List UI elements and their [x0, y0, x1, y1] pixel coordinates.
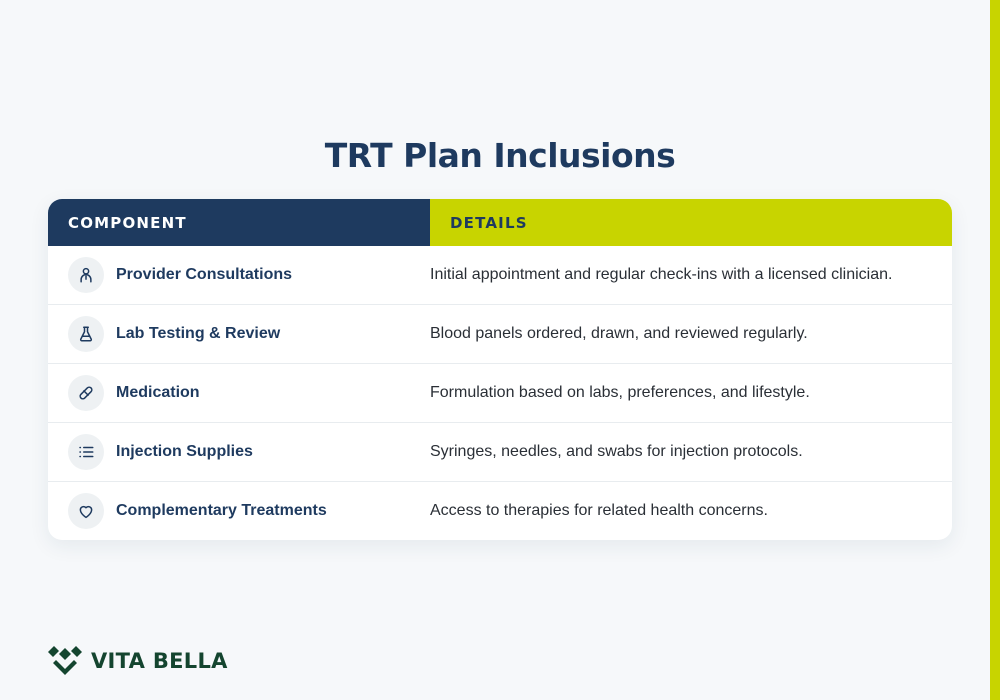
page-title: TRT Plan Inclusions: [324, 136, 676, 175]
details-cell: Syringes, needles, and swabs for injection protocols.: [430, 443, 803, 460]
component-cell: [48, 434, 410, 470]
list-icon: [68, 434, 104, 470]
user-icon: [68, 257, 104, 293]
component-name: Injection Supplies: [116, 443, 253, 460]
table-body: [48, 246, 952, 540]
brand-name: VITA BELLA: [91, 649, 228, 673]
table-header: [48, 199, 952, 246]
inclusions-table: [48, 199, 952, 540]
details-cell: Formulation based on labs, preferences, and lifestyle.: [430, 384, 810, 401]
details-cell: Initial appointment and regular check-ins with a licensed clinician.: [430, 266, 893, 283]
table-row: [48, 246, 952, 304]
component-cell: [48, 375, 410, 411]
component-name: Medication: [116, 384, 200, 401]
vita-bella-logo-icon: [48, 646, 82, 676]
column-header-component: COMPONENT: [48, 199, 430, 246]
brand-footer: [48, 646, 228, 676]
table-row: [48, 422, 952, 481]
table-row: [48, 363, 952, 422]
pill-icon: [68, 375, 104, 411]
component-cell: [48, 316, 410, 352]
component-name: Provider Consultations: [116, 266, 293, 283]
heart-icon: [68, 493, 104, 529]
details-cell: Blood panels ordered, drawn, and reviewed regularly.: [430, 325, 808, 342]
flask-icon: [68, 316, 104, 352]
table-row: [48, 304, 952, 363]
component-name: Complementary Treatments: [116, 502, 327, 519]
column-header-details: DETAILS: [430, 199, 952, 246]
accent-side-bar: [990, 0, 1000, 700]
details-cell: Access to therapies for related health concerns.: [430, 502, 768, 519]
component-cell: [48, 493, 410, 529]
component-name: Lab Testing & Review: [116, 325, 281, 342]
component-cell: [48, 257, 410, 293]
table-row: [48, 481, 952, 540]
